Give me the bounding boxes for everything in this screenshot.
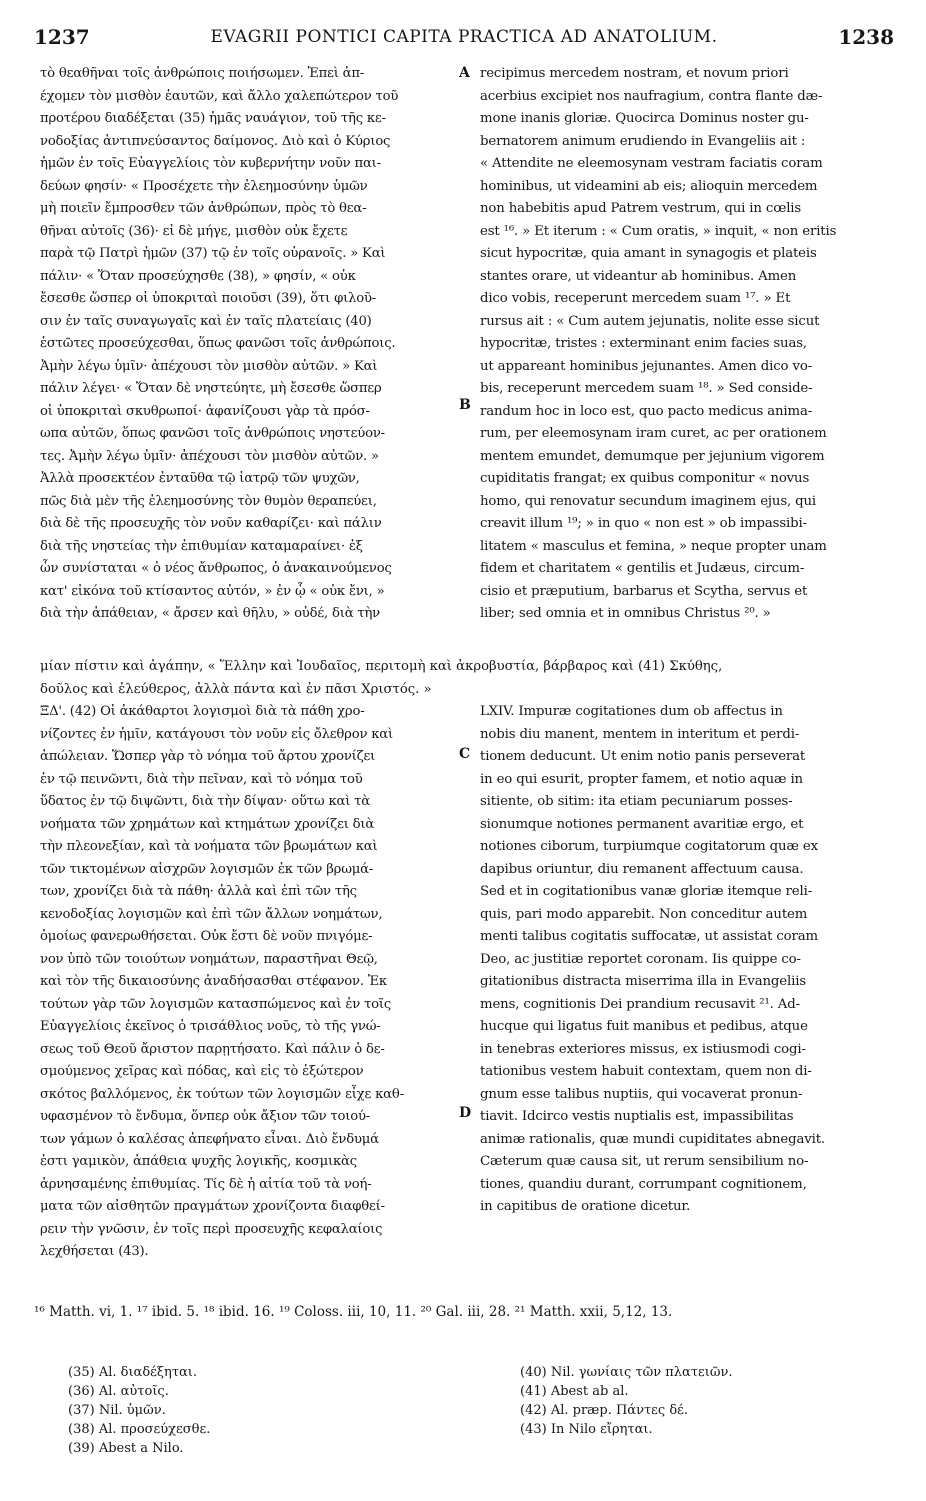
- greek-full-width-lines: [40, 656, 900, 701]
- latin-text-line: hypocritæ, tristes : exterminant enim facies suas,: [480, 336, 807, 351]
- latin-text-line: acerbius excipiet nos naufragium, contra flante dæ-: [480, 88, 823, 104]
- greek-text-line: Ἀλλὰ προσεκτέον ἐνταῦθα τῷ ἰατρῷ τῶν ψυχῶν,: [40, 471, 360, 486]
- greek-text-line: νοδοξίας ἀντιπνεύσαντος δαίμονος. Διὸ καὶ ὁ Κύριος: [40, 133, 391, 149]
- greek-text-line: ἐν τῷ πεινῶντι, διὰ τὴν πεῖναν, καὶ τὸ νόημα τοῦ: [40, 771, 363, 787]
- greek-text-line: ρειν τὴν γνῶσιν, ἐν τοῖς περὶ προσευχῆς κεφαλαίοις: [40, 1221, 383, 1237]
- greek-text-line: ἐστι γαμικὸν, ἀπάθεια ψυχῆς λογικῆς, κοσμικὰς: [40, 1154, 357, 1169]
- greek-text-line: σκότος βαλλόμενος, ἐκ τούτων τῶν λογισμῶν εἶχε καθ-: [40, 1086, 404, 1102]
- latin-text-line: tionem deducunt. Ut enim notio panis perseverat: [480, 749, 806, 764]
- latin-text-line: Cæterum quæ causa sit, ut rerum sensibilium no-: [480, 1154, 809, 1169]
- latin-text-line: bernatorem animum erudiendo in Evangeliis ait :: [480, 133, 806, 149]
- greek-text-line: δεύων φησίν· « Προσέχετε τὴν ἐλεημοσύνην ὑμῶν: [40, 178, 368, 194]
- greek-text-line: θῆναι αὐτοῖς (36)· εἰ δὲ μήγε, μισθὸν οὐκ ἔχετε: [40, 223, 348, 239]
- page-number-right: 1238: [838, 25, 894, 49]
- latin-text-line: Deo, ac justitiæ reportet coronam. Iis quippe co-: [480, 951, 801, 967]
- greek-text-line: σεως τοῦ Θεοῦ ἄριστον παρῃτήσατο. Καὶ πάλιν ὁ δε-: [40, 1041, 385, 1057]
- latin-text-line: Sed et in cogitationibus vanæ gloriæ itemque reli-: [480, 884, 813, 899]
- greek-text-line: ἀπώλειαν. Ὥσπερ γὰρ τὸ νόημα τοῦ ἄρτου χρονίζει: [40, 749, 376, 764]
- latin-text-line: dapibus oriuntur, diu remanent affectuum causa.: [480, 861, 804, 877]
- greek-text-line: ἔσεσθε ὥσπερ οἱ ὑποκριταὶ ποιοῦσι (39), ὅτι φιλοῦ-: [40, 291, 377, 306]
- variant-notes-right: [520, 1363, 732, 1439]
- greek-text-line: σμούμενος χεῖρας καὶ πόδας, καὶ εἰς τὸ ἐξώτερον: [40, 1064, 364, 1079]
- greek-text-line: κατ' εἰκόνα τοῦ κτίσαντος αὐτόν, » ἐν ᾧ « οὐκ ἔνι, »: [40, 583, 385, 599]
- latin-text-line: sionumque notiones permanent avaritiæ ergo, et: [480, 816, 804, 832]
- margin-letter-a: A: [459, 65, 470, 81]
- greek-text-line: τὴν πλεονεξίαν, καὶ τὰ νοήματα τῶν βρωμάτων καὶ: [40, 839, 378, 854]
- greek-text-line: νον ὑπὸ τῶν τοιούτων νοημάτων, παραστῆναι Θεῷ,: [40, 951, 378, 967]
- greek-text-line: των, χρονίζει διὰ τὰ πάθη· ἀλλὰ καὶ ἐπὶ τῶν τῆς: [40, 884, 357, 899]
- latin-text-line: bis, receperunt mercedem suam ¹⁸. » Sed conside-: [480, 381, 813, 396]
- greek-text-line: ωπα αὐτῶν, ὅπως φανῶσι τοῖς ἀνθρώποις νηστεύον-: [40, 426, 385, 441]
- greek-column-top: [40, 63, 455, 626]
- latin-text-line: ut appareant hominibus jejunantes. Amen dico vo-: [480, 358, 813, 374]
- greek-text-line: παρὰ τῷ Πατρὶ ἡμῶν (37) τῷ ἐν τοῖς οὐρανοῖς. » Καὶ: [40, 246, 386, 261]
- variant-note: (40) Nil. γωνίαις τῶν πλατειῶν.: [520, 1365, 733, 1380]
- greek-text-line: έχομεν τὸν μισθὸν ἑαυτῶν, καὶ ἄλλο χαλεπώτερον τοῦ: [40, 88, 399, 104]
- latin-text-line: LXIV. Impuræ cogitationes dum ob affectus in: [480, 704, 783, 719]
- greek-text-line: διὰ τὴν ἀπάθειαν, « ἄρσεν καὶ θῆλυ, » οὐδέ, διὰ τὴν: [40, 606, 381, 621]
- latin-text-line: animæ rationalis, quæ mundi cupiditates abnegavit.: [480, 1131, 825, 1147]
- scripture-footnotes: [34, 1302, 894, 1322]
- greek-text-line: νοήματα τῶν χρημάτων καὶ κτημάτων χρονίζει διὰ: [40, 816, 375, 832]
- latin-text-line: litatem « masculus et femina, » neque propter unam: [480, 538, 827, 554]
- greek-text-line: τούτων γὰρ τῶν λογισμῶν κατασπώμενος καὶ ἐν τοῖς: [40, 996, 392, 1012]
- latin-text-line: est ¹⁶. » Et iterum : « Cum oratis, » inquit, « non eritis: [480, 223, 837, 239]
- running-title: EVAGRII PONTICI CAPITA PRACTICA AD ANATOLIUM.: [210, 27, 718, 47]
- latin-text-line: stantes orare, ut videantur ab hominibus. Amen: [480, 268, 797, 284]
- latin-text-line: hominibus, ut videamini ab eis; alioquin mercedem: [480, 178, 818, 194]
- footnote-line: ¹⁶ Matth. vi, 1. ¹⁷ ibid. 5. ¹⁸ ibid. 16. ¹⁹ Coloss. iii, 10, 11. ²⁰ Gal. iii, 28. ²¹ Matth. xxii, 5,: [34, 1304, 626, 1320]
- page-header: [34, 22, 894, 52]
- greek-text-line: μίαν πίστιν καὶ ἀγάπην, « Ἕλλην καὶ Ἰουδαῖος, περιτομὴ καὶ ἀκροβυστία, βάρβαρος καὶ (41) Σκύθης,: [40, 659, 723, 674]
- greek-text-line: πάλιν λέγει· « Ὅταν δὲ νηστεύητε, μὴ ἔσεσθε ὥσπερ: [40, 381, 382, 396]
- page-number-left: 1237: [34, 25, 90, 49]
- greek-text-line: δοῦλος καὶ ἐλεύθερος, ἀλλὰ πάντα καὶ ἐν πᾶσι Χριστός. »: [40, 681, 432, 697]
- greek-text-line: ἀρνησαμένης ἐπιθυμίας. Τίς δὲ ἡ αἰτία τοῦ τὰ νοή-: [40, 1176, 372, 1192]
- latin-text-line: menti talibus cogitatis suffocatæ, ut assistat coram: [480, 929, 818, 944]
- greek-text-line: υφασμένον τὸ ἔνδυμα, ὅνπερ οὐκ ἄξιον τῶν τοιού-: [40, 1109, 371, 1124]
- latin-text-line: in capitibus de oratione dicetur.: [480, 1199, 691, 1214]
- latin-text-line: mens, cognitionis Dei prandium recusavit ²¹. Ad-: [480, 996, 800, 1012]
- greek-text-line: ὕδατος ἐν τῷ διψῶντι, διὰ τὴν δίψαν· οὕτω καὶ τὰ: [40, 794, 370, 809]
- greek-text-line: σιν ἐν ταῖς συναγωγαῖς καὶ ἐν ταῖς πλατείαις (40): [40, 313, 372, 329]
- greek-text-line: τῶν τικτομένων αἰσχρῶν λογισμῶν ἐκ τῶν βρωμά-: [40, 861, 374, 877]
- greek-text-line: προτέρου διαδέξεται (35) ἡμᾶς ναυάγιον, τοῦ τῆς κε-: [40, 111, 386, 126]
- greek-text-line: ματα τῶν αἰσθητῶν πραγμάτων χρονίζοντα διαφθεί-: [40, 1199, 385, 1214]
- greek-text-line: ἡμῶν ἐν τοῖς Εὐαγγελίοις τὸν κυβερνήτην νοῦν παι-: [40, 156, 381, 171]
- latin-text-line: creavit illum ¹⁹; » in quo « non est » ob impassibi-: [480, 516, 807, 531]
- greek-text-line: ΞΔ'. (42) Οἱ ἀκάθαρτοι λογισμοὶ διὰ τὰ πάθη χρο-: [40, 704, 365, 719]
- latin-text-line: mone inanis gloriæ. Quocirca Dominus noster gu-: [480, 111, 809, 126]
- latin-text-line: gnum esse talibus nuptiis, qui vocaverat pronun-: [480, 1086, 803, 1102]
- variant-note: (43) In Nilo εἴρηται.: [520, 1422, 653, 1437]
- latin-text-line: hucque qui ligatus fuit manibus et pedibus, atque: [480, 1019, 808, 1034]
- latin-text-line: cisio et præputium, barbarus et Scytha, servus et: [480, 583, 808, 599]
- latin-text-line: tiones, quandiu durant, corrumpant cognitionem,: [480, 1176, 807, 1192]
- latin-text-line: quis, pari modo apparebit. Non conceditur autem: [480, 906, 808, 922]
- variant-notes-left: [68, 1363, 210, 1458]
- latin-text-line: homo, qui renovatur secundum imaginem ejus, qui: [480, 493, 817, 509]
- variant-note: (41) Abest ab al.: [520, 1384, 629, 1399]
- greek-text-line: τες. Ἀμὴν λέγω ὑμῖν· ἀπέχουσι τὸν μισθὸν αὐτῶν. »: [40, 448, 379, 464]
- variant-note: (35) Al. διαδέξηται.: [68, 1365, 198, 1380]
- latin-text-line: nobis diu manent, mentem in interitum et perdi-: [480, 726, 800, 742]
- latin-text-line: tiavit. Idcirco vestis nuptialis est, impassibilitas: [480, 1109, 794, 1124]
- latin-column-top: [480, 63, 895, 626]
- latin-text-line: mentem emundet, demumque per jejunium vigorem: [480, 448, 825, 464]
- greek-text-line: λεχθήσεται (43).: [40, 1244, 149, 1259]
- latin-text-line: sitiente, ob sitim: ita etiam pecuniarum posses-: [480, 794, 793, 809]
- latin-text-line: non habebitis apud Patrem vestrum, qui in cœlis: [480, 201, 802, 216]
- latin-text-line: fidem et charitatem « gentilis et Judæus, circum-: [480, 561, 805, 576]
- greek-text-line: ἑστῶτες προσεύχεσθαι, ὅπως φανῶσι τοῖς ἀνθρώποις.: [40, 336, 396, 351]
- greek-text-line: καὶ τὸν τῆς δικαιοσύνης ἀναδήσασθαι στέφανον. Ἐκ: [40, 974, 387, 989]
- margin-letter-b: B: [459, 397, 471, 413]
- greek-text-line: Ἀμὴν λέγω ὑμῖν· ἀπέχουσι τὸν μισθὸν αὐτῶν. » Καὶ: [40, 358, 378, 374]
- greek-column-chapter-64: [40, 701, 460, 1264]
- greek-text-line: διὰ τῆς νηστείας τὴν ἐπιθυμίαν καταμαραίνει· ἐξ: [40, 538, 363, 554]
- latin-column-chapter-64: [480, 701, 895, 1219]
- greek-text-line: ὁμοίως φανερωθήσεται. Οὐκ ἔστι δὲ νοῦν πνιγόμε-: [40, 929, 373, 944]
- greek-text-line: κενοδοξίας λογισμῶν καὶ ἐπὶ τῶν ἄλλων νοημάτων,: [40, 906, 383, 922]
- greek-text-line: νίζοντες ἐν ἡμῖν, κατάγουσι τὸν νοῦν εἰς ὄλεθρον καὶ: [40, 726, 393, 742]
- footnote-line: 12, 13.: [625, 1304, 673, 1320]
- variant-note: (42) Al. præp. Πάντες δέ.: [520, 1403, 689, 1418]
- greek-text-line: οἱ ὑποκριταὶ σκυθρωποί· ἀφανίζουσι γὰρ τὰ πρόσ-: [40, 403, 370, 419]
- greek-text-line: πάλιν· « Ὅταν προσεύχησθε (38), » φησίν, « οὐκ: [40, 268, 356, 284]
- latin-text-line: rum, per eleemosynam iram curet, ac per orationem: [480, 426, 827, 441]
- variant-note: (38) Al. προσεύχεσθε.: [68, 1422, 211, 1437]
- greek-text-line: των γάμων ὁ καλέσας ἀπεφήνατο εἶναι. Διὸ ἔνδυμά: [40, 1131, 379, 1147]
- latin-text-line: rursus ait : « Cum autem jejunatis, nolite esse sicut: [480, 313, 820, 329]
- latin-text-line: in eo qui esurit, propter famem, et notio aquæ in: [480, 771, 803, 787]
- greek-text-line: Εὐαγγελίοις ἐκεῖνος ὁ τρισάθλιος νοῦς, τὸ τῆς γνώ-: [40, 1019, 381, 1034]
- variant-note: (39) Abest a Nilo.: [68, 1441, 184, 1456]
- latin-text-line: sicut hypocritæ, quia amant in synagogis et plateis: [480, 246, 817, 261]
- greek-text-line: διὰ δὲ τῆς προσευχῆς τὸν νοῦν καθαρίζει· καὶ πάλιν: [40, 516, 382, 531]
- greek-text-line: τὸ θεαθῆναι τοῖς ἀνθρώποις ποιήσωμεν. Ἐπεὶ ἀπ-: [40, 66, 365, 81]
- greek-text-line: ὧν συνίσταται « ὁ νέος ἄνθρωπος, ὁ ἀνακαινούμενος: [40, 561, 392, 576]
- latin-text-line: tationibus vestem habuit contextam, quem non di-: [480, 1064, 812, 1079]
- variant-note: (37) Nil. ὑμῶν.: [68, 1403, 166, 1418]
- latin-text-line: notiones ciborum, turpiumque cogitatorum quæ ex: [480, 839, 818, 854]
- latin-text-line: liber; sed omnia et in omnibus Christus ²⁰. »: [480, 606, 771, 621]
- latin-text-line: cupiditatis frangat; ex quibus componitur « novus: [480, 471, 810, 486]
- margin-letter-d: D: [459, 1105, 472, 1121]
- latin-text-line: in tenebras exteriores missus, ex istiusmodi cogi-: [480, 1041, 806, 1057]
- latin-text-line: randum hoc in loco est, quo pacto medicus anima-: [480, 403, 813, 419]
- latin-text-line: dico vobis, receperunt mercedem suam ¹⁷. » Et: [480, 291, 791, 306]
- latin-text-line: « Attendite ne eleemosynam vestram faciatis coram: [480, 156, 823, 171]
- latin-text-line: gitationibus distracta miserrima illa in Evangeliis: [480, 974, 806, 989]
- variant-note: (36) Al. αὐτοῖς.: [68, 1384, 169, 1399]
- latin-text-line: recipimus mercedem nostram, et novum priori: [480, 66, 789, 81]
- greek-text-line: πῶς διὰ μὲν τῆς ἐλεημοσύνης τὸν θυμὸν θεραπεύει,: [40, 493, 377, 509]
- greek-text-line: μὴ ποιεῖν ἔμπροσθεν τῶν ἀνθρώπων, πρὸς τὸ θεα-: [40, 201, 367, 216]
- margin-letter-c: C: [459, 746, 471, 762]
